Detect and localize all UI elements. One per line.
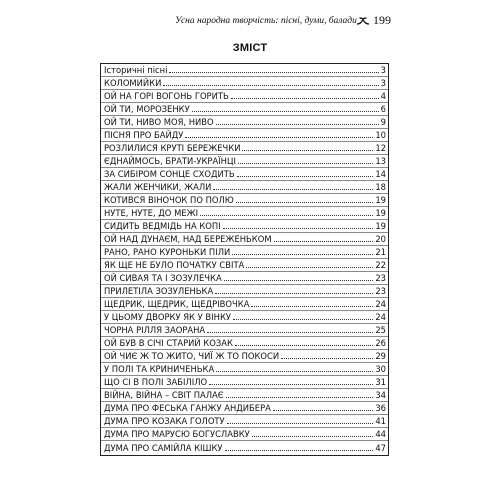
dot-leader: [273, 409, 373, 411]
toc-row[interactable]: [101, 155, 388, 168]
dot-leader: [233, 318, 373, 320]
toc-row[interactable]: [101, 142, 388, 155]
toc-entry-title: ОЙ ЧИЄ Ж ТО ЖИТО, ЧИЇ Ж ТО ПОКОСИ: [104, 351, 280, 361]
toc-row[interactable]: [101, 259, 388, 272]
toc-entry-title: ОЙ НА ГОРІ ВОГОНЬ ГОРИТЬ: [104, 91, 229, 101]
leaf-ornament-icon: [356, 16, 370, 26]
toc-entry-page: 12: [375, 143, 386, 153]
toc-entry-title: КОЛОМИЙКИ: [104, 78, 162, 88]
dot-leader: [251, 305, 373, 307]
dot-leader: [200, 214, 373, 216]
toc-row[interactable]: [101, 298, 388, 311]
dot-leader: [216, 123, 379, 125]
toc-entry-page: 19: [375, 208, 386, 218]
toc-row[interactable]: [101, 441, 388, 454]
dot-leader: [225, 449, 374, 451]
toc-entry-page: 4: [380, 91, 386, 101]
toc-row[interactable]: [101, 207, 388, 220]
toc-row[interactable]: [101, 168, 388, 181]
toc-entry-title: ЧОРНА РІЛЛЯ ЗАОРАНА: [104, 325, 206, 335]
toc-table: [100, 63, 389, 456]
toc-entry-title: ОЙ ТИ, НИВО МОЯ, НИВО: [104, 117, 214, 127]
toc-entry-title: ЖАЛИ ЖЕНЧИКИ, ЖАЛИ: [104, 182, 212, 192]
dot-leader: [237, 175, 374, 177]
toc-entry-title: ОЙ БУВ В СІЧІ СТАРИЙ КОЗАК: [104, 338, 233, 348]
toc-entry-title: ДУМА ПРО КОЗАКА ГОЛОТУ: [104, 416, 225, 426]
running-head: Усна народна творчість: пісні, думи, балади: [175, 16, 357, 26]
toc-row[interactable]: [101, 103, 388, 116]
toc-row[interactable]: [101, 64, 388, 77]
toc-row[interactable]: [101, 194, 388, 207]
toc-entry-page: 26: [375, 338, 386, 348]
toc-row[interactable]: [101, 285, 388, 298]
toc-entry-page: 18: [375, 182, 386, 192]
toc-entry-title: ЄДНАЙМОСЬ, БРАТИ-УКРАЇНЦІ: [104, 156, 236, 166]
dot-leader: [223, 227, 374, 229]
dot-leader: [238, 162, 373, 164]
toc-row[interactable]: [101, 246, 388, 259]
dot-leader: [163, 84, 378, 86]
dot-leader: [281, 357, 373, 359]
toc-entry-title: СИДИТЬ ВЕДМІДЬ НА КОПІ: [104, 221, 221, 231]
toc-row[interactable]: [101, 90, 388, 103]
toc-row[interactable]: [101, 233, 388, 246]
dot-leader: [215, 292, 373, 294]
toc-entry-page: 13: [375, 156, 386, 166]
toc-entry-title: ЩЕДРИК, ЩЕДРИК, ЩЕДРІВОЧКА: [104, 299, 250, 309]
dot-leader: [235, 344, 373, 346]
toc-row[interactable]: [101, 324, 388, 337]
toc-entry-page: 31: [375, 377, 386, 387]
dot-leader: [231, 97, 379, 99]
toc-entry-title: ЩО СІ В ПОЛІ ЗАБІЛІЛО: [104, 377, 208, 387]
toc-entry-page: 21: [375, 247, 386, 257]
dot-leader: [226, 396, 374, 398]
toc-row[interactable]: [101, 311, 388, 324]
toc-entry-title: ДУМА ПРО ФЕСЬКА ГАНЖУ АНДИБЕРА: [104, 403, 271, 413]
dot-leader: [232, 253, 373, 255]
toc-row[interactable]: [101, 77, 388, 90]
toc-row[interactable]: [101, 272, 388, 285]
toc-entry-title: ВІЙНА, ВІЙНА – СВІТ ПАЛАЄ: [104, 390, 224, 400]
dot-leader: [192, 110, 379, 112]
toc-row[interactable]: [101, 376, 388, 389]
toc-entry-page: 29: [375, 351, 386, 361]
toc-entry-page: 19: [375, 221, 386, 231]
toc-row[interactable]: [101, 350, 388, 363]
toc-entry-page: 14: [375, 169, 386, 179]
toc-entry-title: КОТИВСЯ ВІНОЧОК ПО ПОЛЮ: [104, 195, 234, 205]
toc-entry-page: 44: [375, 429, 386, 439]
toc-entry-page: 9: [380, 117, 386, 127]
toc-row[interactable]: [101, 415, 388, 428]
dot-leader: [242, 149, 373, 151]
toc-entry-page: 30: [375, 364, 386, 374]
toc-row[interactable]: [101, 402, 388, 415]
folio: [356, 13, 391, 28]
toc-entry-title: У ЦЬОМУ ДВОРКУ ЯК У ВІНКУ: [104, 312, 231, 322]
toc-entry-page: 47: [375, 443, 386, 453]
dot-leader: [246, 266, 373, 268]
toc-entry-title: ПІСНЯ ПРО БАЙДУ: [104, 130, 184, 140]
toc-row[interactable]: [101, 129, 388, 142]
toc-row[interactable]: [101, 337, 388, 350]
toc-list: [101, 64, 388, 454]
toc-entry-title: ОЙ НАД ДУНАЄМ, НАД БЕРЕЖЕНЬКОМ: [104, 234, 272, 244]
toc-entry-title: РАНО, РАНО КУРОНЬКИ ПІЛИ: [104, 247, 231, 257]
toc-row[interactable]: [101, 428, 388, 441]
dot-leader: [213, 188, 373, 190]
dot-leader: [252, 435, 374, 437]
dot-leader: [274, 240, 374, 242]
dot-leader: [207, 331, 373, 333]
toc-entry-title: ЯК ЩЕ НЕ БУЛО ПОЧАТКУ СВІТА: [104, 260, 245, 270]
toc-entry-page: 24: [375, 299, 386, 309]
toc-entry-page: 23: [375, 286, 386, 296]
toc-entry-page: 10: [375, 130, 386, 140]
toc-entry-page: 3: [380, 65, 386, 75]
toc-entry-page: 20: [375, 234, 386, 244]
toc-row[interactable]: [101, 116, 388, 129]
toc-entry-page: 22: [375, 260, 386, 270]
dot-leader: [169, 71, 378, 73]
toc-title: ЗМІСТ: [232, 42, 268, 54]
toc-entry-title: ОЙ СИВАЯ ТА І ЗОЗУЛЕЧКА: [104, 273, 222, 283]
toc-entry-page: 34: [375, 390, 386, 400]
dot-leader: [224, 279, 374, 281]
toc-entry-page: 23: [375, 273, 386, 283]
toc-entry-page: 6: [380, 104, 386, 114]
dot-leader: [227, 422, 374, 424]
toc-entry-title: НУТЕ, НУТЕ, ДО МЕЖІ: [104, 208, 199, 218]
toc-entry-title: РОЗЛИЛИСЯ КРУТІ БЕРЕЖЕЧКИ: [104, 143, 241, 153]
dot-leader: [185, 136, 373, 138]
dot-leader: [236, 201, 374, 203]
toc-entry-page: 19: [375, 195, 386, 205]
toc-entry-title: ДУМА ПРО САМІЙЛА КІШКУ: [104, 443, 223, 453]
page-number: 199: [373, 13, 391, 27]
toc-entry-title: ОЙ ТИ, МОРОЗЕНКУ: [104, 104, 190, 114]
toc-row[interactable]: [101, 389, 388, 402]
toc-entry-page: 24: [375, 312, 386, 322]
toc-entry-title: ДУМА ПРО МАРУСЮ БОГУСЛАВКУ: [104, 429, 250, 439]
toc-entry-page: 36: [375, 403, 386, 413]
toc-row[interactable]: [101, 363, 388, 376]
toc-entry-title: У ПОЛІ ТА КРИНИЧЕНЬКА: [104, 364, 215, 374]
toc-entry-title: ПРИЛЕТІЛА ЗОЗУЛЕНЬКА: [104, 286, 214, 296]
toc-entry-title: ЗА СИБІРОМ СОНЦЕ СХОДИТЬ: [104, 169, 235, 179]
toc-entry-page: 25: [375, 325, 386, 335]
toc-row[interactable]: [101, 181, 388, 194]
toc-entry-page: 3: [380, 78, 386, 88]
dot-leader: [209, 383, 373, 385]
toc-entry-page: 41: [375, 416, 386, 426]
toc-row[interactable]: [101, 220, 388, 233]
dot-leader: [216, 370, 373, 372]
toc-entry-title: Історичні пісні: [104, 65, 168, 75]
